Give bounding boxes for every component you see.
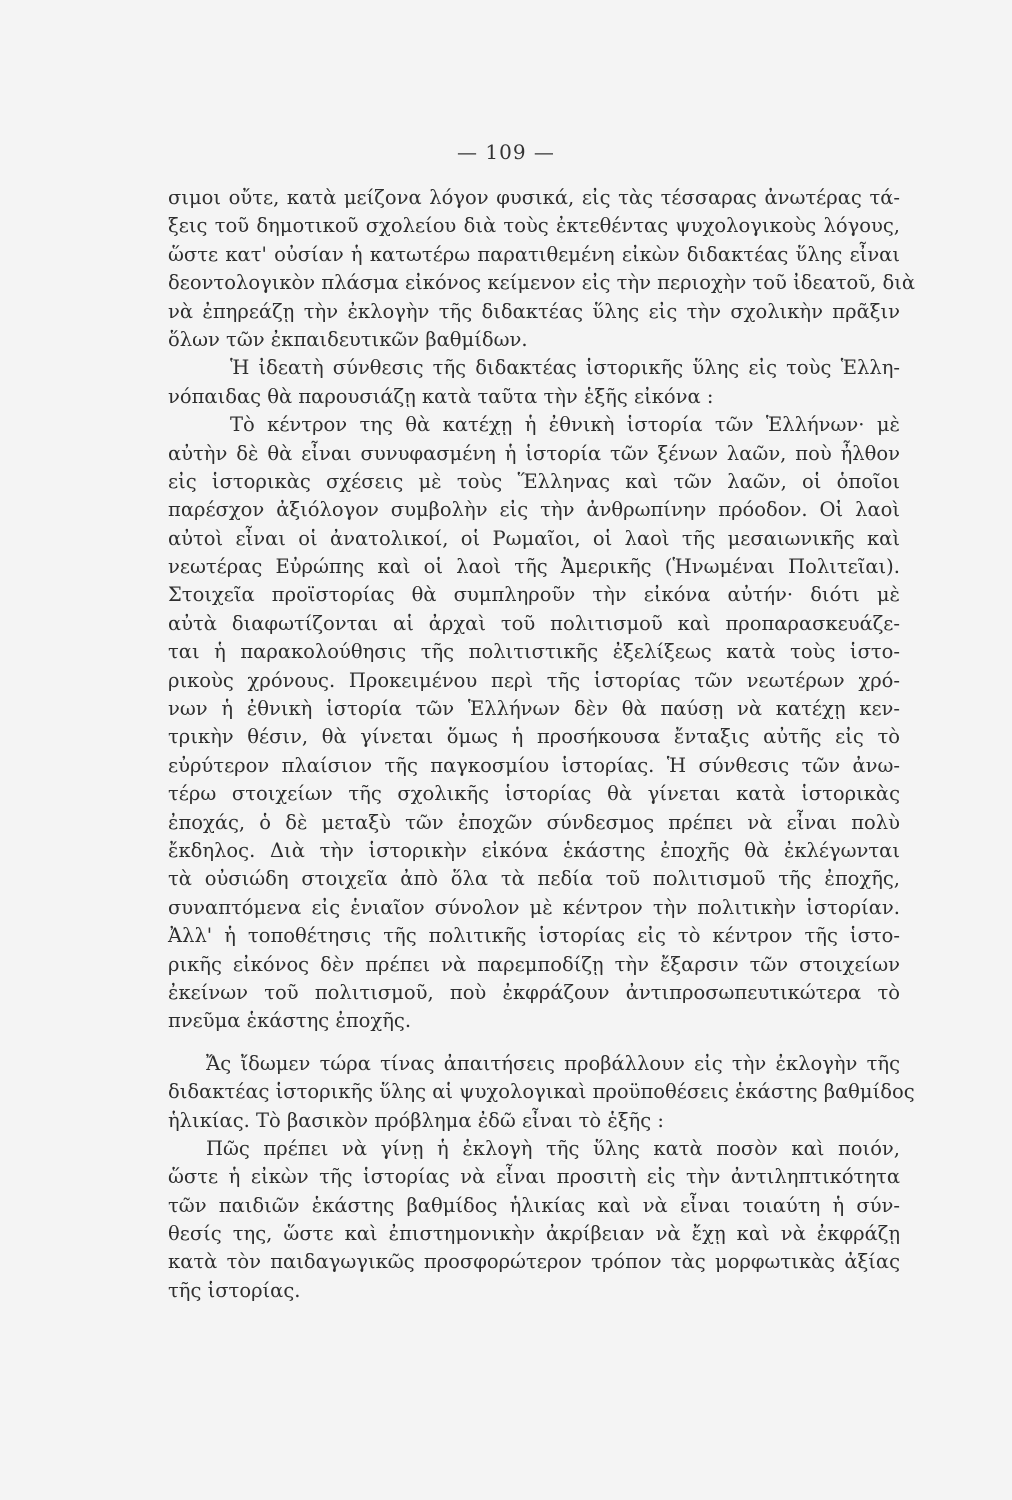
text-line: Ἀλλ' ἡ τοποθέτησις τῆς πολιτικῆς ἱστορίας εἰς τὸ κέντρον τῆς ἱστο-: [168, 924, 900, 948]
text-line: ρικῆς εἰκόνος δὲν πρέπει νὰ παρεμποδίζῃ τὴν ἔξαρσιν τῶν στοιχείων: [168, 952, 900, 976]
text-line: παρέσχον ἀξιόλογον συμβολὴν εἰς τὴν ἀνθρωπίνην πρόοδον. Οἱ λαοὶ: [168, 498, 900, 522]
text-line: κατὰ τὸν παιδαγωγικῶς προσφορώτερον τρόπον τὰς μορφωτικὰς ἀξίας: [168, 1250, 900, 1274]
text-line: τῆς ἱστορίας.: [168, 1278, 301, 1302]
text-line: νων ἡ ἐθνικὴ ἱστορία τῶν Ἑλλήνων δὲν θὰ παύσῃ νὰ κατέχῃ κεν-: [168, 697, 900, 721]
page-number: — 109 —: [457, 140, 555, 164]
text-line: ἐποχάς, ὁ δὲ μεταξὺ τῶν ἐποχῶν σύνδεσμος πρέπει νὰ εἶναι πολὺ: [168, 810, 900, 834]
text-line: αὐτοὶ εἶναι οἱ ἀνατολικοί, οἱ Ρωμαῖοι, οἱ λαοὶ τῆς μεσαιωνικῆς καὶ: [168, 526, 900, 550]
text-line: εἰς ἱστορικὰς σχέσεις μὲ τοὺς Ἕλληνας καὶ τῶν λαῶν, οἱ ὁποῖοι: [168, 469, 900, 493]
text-line: ὥστε κατ' οὐσίαν ἡ κατωτέρω παρατιθεμένη εἰκὼν διδακτέας ὕλης εἶναι: [168, 242, 900, 266]
text-line: Στοιχεῖα προϊστορίας θὰ συμπληροῦν τὴν εἰκόνα αὐτήν· διότι μὲ: [168, 583, 900, 607]
text-line: αὐτὴν δὲ θὰ εἶναι συνυφασμένη ἡ ἱστορία τῶν ξένων λαῶν, ποὺ ἦλθον: [168, 441, 900, 465]
text-line: δεοντολογικὸν πλάσμα εἰκόνος κείμενον εἰς τὴν περιοχὴν τοῦ ἰδεατοῦ, διὰ: [168, 271, 916, 295]
text-line: πνεῦμα ἑκάστης ἐποχῆς.: [168, 1009, 412, 1033]
text-line: Πῶς πρέπει νὰ γίνῃ ἡ ἐκλογὴ τῆς ὕλης κατὰ ποσὸν καὶ ποιόν,: [206, 1136, 900, 1160]
paragraph-gap: [168, 1036, 900, 1050]
text-line: τῶν παιδιῶν ἑκάστης βαθμίδος ἡλικίας καὶ νὰ εἶναι τοιαύτη ἡ σύν-: [168, 1193, 900, 1217]
text-line: ἐκείνων τοῦ πολιτισμοῦ, ποὺ ἐκφράζουν ἀντιπροσωπευτικώτερα τὸ: [168, 980, 900, 1004]
text-line: νὰ ἐπηρεάζῃ τὴν ἐκλογὴν τῆς διδακτέας ὕλης εἰς τὴν σχολικὴν πρᾶξιν: [168, 299, 900, 323]
text-line: σιμοι οὔτε, κατὰ μείζονα λόγον φυσικά, εἰς τὰς τέσσαρας ἀνωτέρας τά-: [168, 186, 900, 209]
text-line: ρικοὺς χρόνους. Προκειμένου περὶ τῆς ἱστορίας τῶν νεωτέρων χρό-: [168, 668, 900, 692]
text-line: νεωτέρας Εὐρώπης καὶ οἱ λαοὶ τῆς Ἀμερικῆς (Ἡνωμέναι Πολιτεῖαι).: [168, 555, 900, 579]
text-line: νόπαιδας θὰ παρουσιάζῃ κατὰ ταῦτα τὴν ἑξῆς εἰκόνα :: [168, 384, 714, 408]
text-line: ὅλων τῶν ἐκπαιδευτικῶν βαθμίδων.: [168, 327, 528, 351]
text-line: ται ἡ παρακολούθησις τῆς πολιτιστικῆς ἐξελίξεως κατὰ τοὺς ἱστο-: [168, 640, 900, 664]
text-line: Τὸ κέντρον της θὰ κατέχῃ ἡ ἐθνικὴ ἱστορία τῶν Ἑλλήνων· μὲ: [230, 413, 900, 437]
body-text: [168, 184, 916, 1305]
text-line: συναπτόμενα εἰς ἑνιαῖον σύνολον μὲ κέντρον τὴν πολιτικὴν ἱστορίαν.: [168, 895, 900, 919]
text-line: ὥστε ἡ εἰκὼν τῆς ἱστορίας νὰ εἶναι προσιτὴ εἰς τὴν ἀντιληπτικότητα: [168, 1165, 900, 1189]
text-line: τρικὴν θέσιν, θὰ γίνεται ὅμως ἡ προσήκουσα ἔνταξις αὐτῆς εἰς τὸ: [168, 725, 900, 749]
text-line: τέρω στοιχείων τῆς σχολικῆς ἱστορίας θὰ γίνεται κατὰ ἱστορικὰς: [168, 782, 900, 806]
text-line: Ἄς ἴδωμεν τώρα τίνας ἀπαιτήσεις προβάλλουν εἰς τὴν ἐκλογὴν τῆς: [206, 1051, 900, 1075]
text-line: ἔκδηλος. Διὰ τὴν ἱστορικὴν εἰκόνα ἑκάστης ἐποχῆς θὰ ἐκλέγωνται: [168, 838, 900, 862]
text-line: ξεις τοῦ δημοτικοῦ σχολείου διὰ τοὺς ἐκτεθέντας ψυχολογικοὺς λόγους,: [168, 214, 900, 238]
text-line: εὐρύτερον πλαίσιον τῆς παγκοσμίου ἱστορίας. Ἡ σύνθεσις τῶν ἀνω-: [168, 753, 900, 777]
text-line: αὐτὰ διαφωτίζονται αἱ ἀρχαὶ τοῦ πολιτισμοῦ καὶ προπαρασκευάζε-: [168, 611, 900, 635]
text-line: θεσίς της, ὥστε καὶ ἐπιστημονικὴν ἀκρίβειαν νὰ ἔχῃ καὶ νὰ ἐκφράζῃ: [168, 1222, 900, 1246]
text-line: Ἡ ἰδεατὴ σύνθεσις τῆς διδακτέας ἱστορικῆς ὕλης εἰς τοὺς Ἑλλη-: [230, 356, 900, 380]
text-line: ἡλικίας. Τὸ βασικὸν πρόβλημα ἐδῶ εἶναι τὸ ἑξῆς :: [168, 1108, 664, 1132]
text-line: τὰ οὐσιώδη στοιχεῖα ἀπὸ ὅλα τὰ πεδία τοῦ πολιτισμοῦ τῆς ἐποχῆς,: [168, 867, 900, 891]
text-line: διδακτέας ἱστορικῆς ὕλης αἱ ψυχολογικαὶ προϋποθέσεις ἑκάστης βαθμίδος: [168, 1080, 915, 1104]
